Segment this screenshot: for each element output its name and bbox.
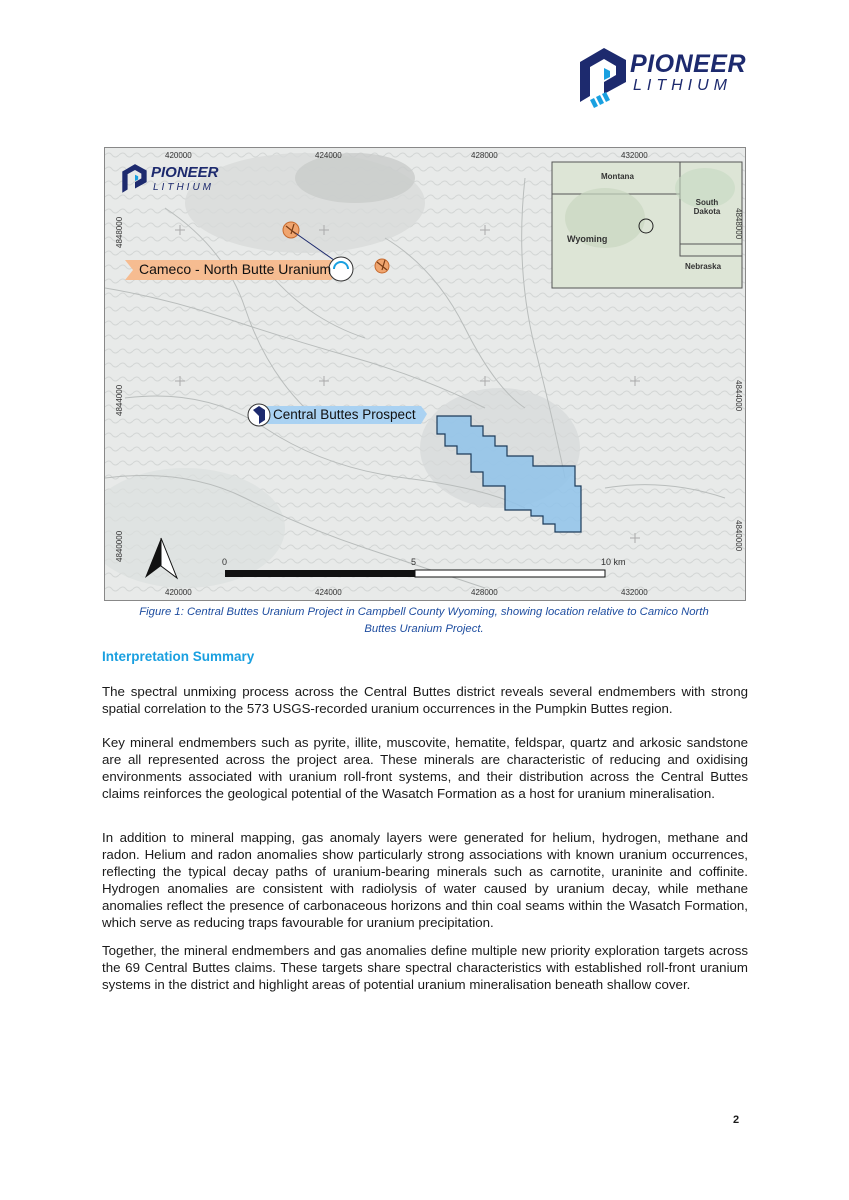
paragraph-3: In addition to mineral mapping, gas anomaly layers were generated for helium, hydrogen, methane and radon. Helium and radon anomalies show particularly strong associations with known uranium occurrences, reflecting the typical decay paths of uranium-bearing minerals such as carnotite, uraninite and coffinite. Hydrogen anomalies are consistent with radiolysis of water caused by uranium decay, while methane anomalies reflect the presence of carbonaceous horizons and thin coal seams within the Wasatch Formation, which serve as reducing traps favourable for uranium precipitation. [102, 830, 748, 930]
logo-text-pioneer: PIONEER [630, 50, 747, 78]
caption-line-2: Buttes Uranium Project. [364, 623, 484, 635]
north-butte-label: Cameco - North Butte Uranium [139, 261, 332, 277]
paragraph-4: Together, the mineral endmembers and gas anomalies define multiple new priority exploration targets across the 69 Central Buttes claims. These targets share spectral characteristics with established roll-front uranium systems in the district and highlight areas of potential uranium mineralisation beneath shallow cover. [102, 943, 748, 992]
section-heading: Interpretation Summary [102, 649, 255, 664]
scale-label-5: 5 [411, 557, 417, 567]
logo-text-lithium: LITHIUM [633, 77, 732, 94]
map-logo-text-1: PIONEER [151, 164, 219, 181]
coord-right-3: 4840000 [734, 520, 743, 552]
central-buttes-label: Central Buttes Prospect [273, 407, 416, 422]
coord-right-1: 4848000 [734, 208, 743, 240]
logo-mark-icon [121, 162, 149, 198]
scale-label-10km: 10 km [601, 557, 626, 567]
coord-bottom-2: 424000 [315, 588, 342, 597]
map-terrain [105, 148, 745, 600]
logo-mark-icon [578, 44, 630, 112]
page-number: 2 [733, 1114, 740, 1126]
coord-left-1: 4848000 [115, 216, 124, 248]
coord-left-3: 4840000 [115, 530, 124, 562]
coord-left-2: 4844000 [115, 384, 124, 416]
coord-bottom-3: 428000 [471, 588, 498, 597]
inset-south-dakota: South Dakota [693, 198, 721, 216]
scale-label-0: 0 [222, 557, 228, 567]
inset-montana: Montana [601, 172, 634, 181]
map-logo-text-2: LITHIUM [153, 182, 214, 193]
coord-top-4: 432000 [621, 151, 648, 160]
paragraph-1: The spectral unmixing process across the Central Buttes district reveals several endmembers with strong spatial correlation to the 573 USGS-recorded uranium occurrences in the Pumpkin Buttes region. [102, 684, 748, 716]
pioneer-lithium-logo [578, 44, 750, 112]
figure-caption [104, 604, 744, 638]
coord-right-2: 4844000 [734, 380, 743, 412]
coord-top-2: 424000 [315, 151, 342, 160]
inset-wyoming: Wyoming [567, 234, 608, 244]
coord-bottom-1: 420000 [165, 588, 192, 597]
coord-bottom-4: 432000 [621, 588, 648, 597]
inset-nebraska: Nebraska [685, 262, 722, 271]
project-location-map [104, 147, 746, 601]
paragraph-2: Key mineral endmembers such as pyrite, illite, muscovite, hematite, feldspar, quartz and arkosic sandstone are all represented across the project area. These minerals are characteristic of reducing and oxidising environments associated with uranium roll-front systems, and their distribution across the Central Buttes claims reinforces the geological potential of the Wasatch Formation as a host for uranium mineralisation. [102, 735, 748, 801]
caption-line-1: Figure 1: Central Buttes Uranium Project in Campbell County Wyoming, showing location relative to Camico North [139, 606, 709, 618]
map-logo [121, 162, 251, 202]
coord-top-3: 428000 [471, 151, 498, 160]
coord-top-1: 420000 [165, 151, 192, 160]
